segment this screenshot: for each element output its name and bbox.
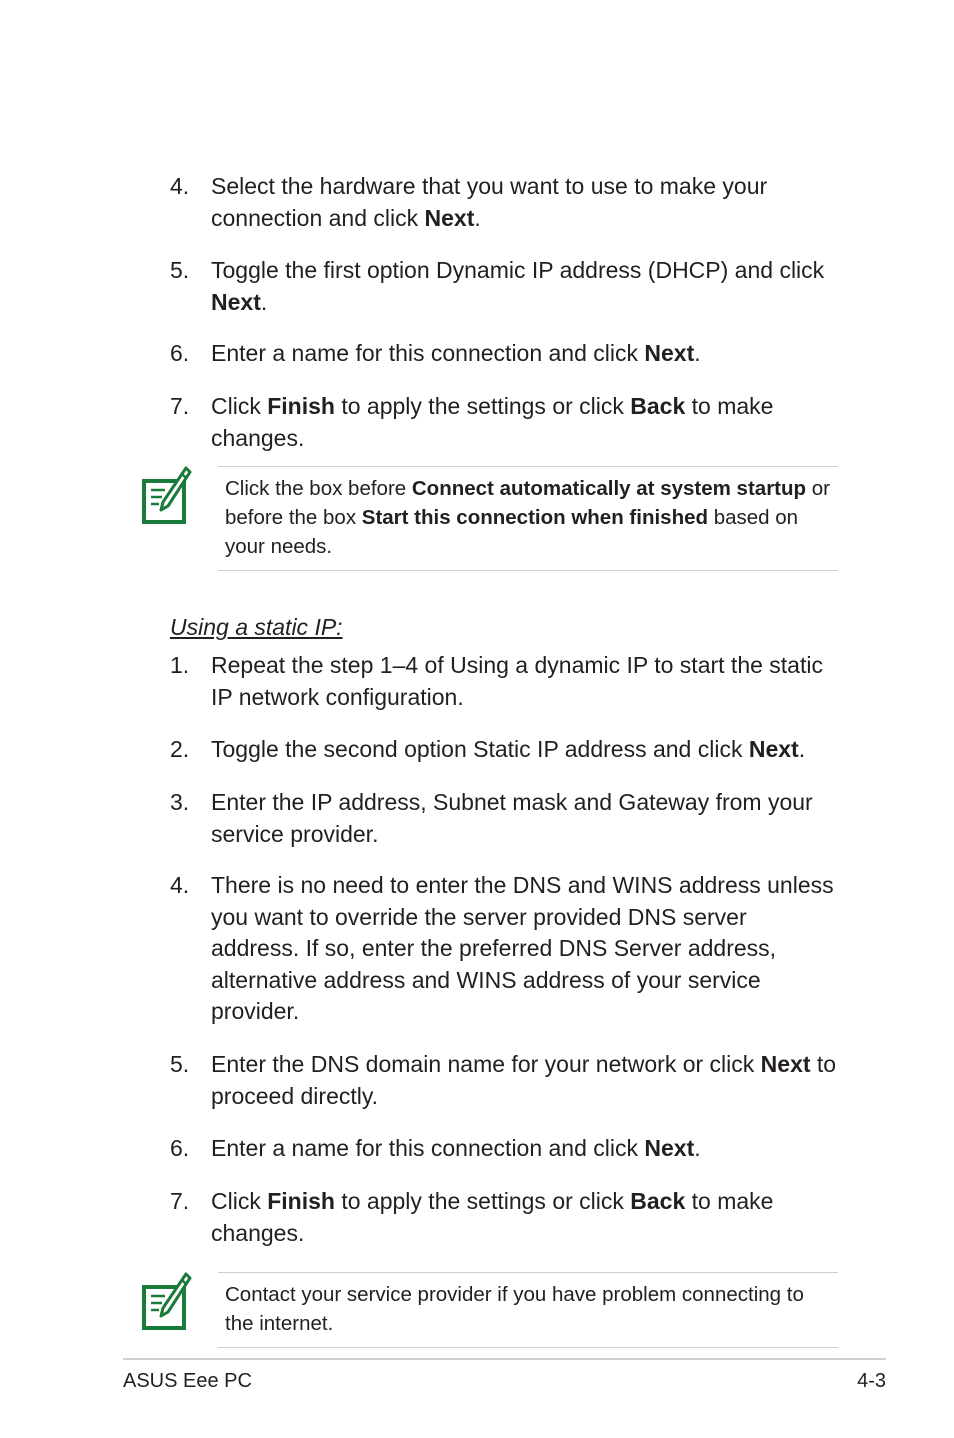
note-pencil-icon xyxy=(140,466,192,526)
step-static-6 xyxy=(170,1133,840,1165)
step-static-3 xyxy=(170,787,840,850)
step-text: Click Finish to apply the settings or click Back to make changes. xyxy=(211,1188,774,1246)
step-text: Click Finish to apply the settings or click Back to make changes. xyxy=(211,393,774,451)
step-number: 4. xyxy=(170,872,190,898)
step-static-1 xyxy=(170,650,840,713)
step-dynamic-7 xyxy=(170,391,840,454)
step-number: 6. xyxy=(170,340,190,366)
step-number: 2. xyxy=(170,736,190,762)
step-number: 7. xyxy=(170,393,190,419)
step-static-7 xyxy=(170,1186,840,1249)
step-number: 1. xyxy=(170,652,190,678)
note-content xyxy=(218,1272,838,1348)
note-pencil-icon xyxy=(140,1272,192,1332)
step-text: Enter the DNS domain name for your network or click Next to proceed directly. xyxy=(211,1051,837,1109)
step-number: 7. xyxy=(170,1188,190,1214)
step-number: 5. xyxy=(170,1051,190,1077)
note-text: Click the box before Connect automatically at system startup or before the box Start this connection when finished based on your needs. xyxy=(225,477,830,558)
step-text: Select the hardware that you want to use to make your connection and click Next. xyxy=(211,173,768,231)
step-text: Enter a name for this connection and click Next. xyxy=(211,1135,701,1161)
step-number: 5. xyxy=(170,257,190,283)
step-number: 3. xyxy=(170,789,190,815)
step-static-5 xyxy=(170,1049,840,1112)
step-text: Enter the IP address, Subnet mask and Gateway from your service provider. xyxy=(211,789,813,847)
footer-product-name: ASUS Eee PC xyxy=(123,1370,252,1392)
step-number: 4. xyxy=(170,173,190,199)
step-text: There is no need to enter the DNS and WINS address unless you want to override the server provided DNS server address. If so, enter the preferred DNS Server address, alternative address and WINS address of your service provider. xyxy=(211,872,834,1024)
step-static-2 xyxy=(170,734,840,766)
section-heading-static-ip: Using a static IP: xyxy=(170,614,343,640)
step-text: Enter a name for this connection and click Next. xyxy=(211,340,701,366)
note-text: Contact your service provider if you have problem connecting to the internet. xyxy=(225,1283,804,1335)
page-number: 4-3 xyxy=(857,1370,886,1392)
step-static-4 xyxy=(170,870,840,1028)
step-dynamic-5 xyxy=(170,255,840,318)
footer-divider xyxy=(123,1358,886,1360)
step-text: Repeat the step 1–4 of Using a dynamic IP to start the static IP network configuration. xyxy=(211,652,823,710)
step-dynamic-4 xyxy=(170,171,840,234)
step-text: Toggle the first option Dynamic IP address (DHCP) and click Next. xyxy=(211,257,825,315)
step-text: Toggle the second option Static IP address and click Next. xyxy=(211,736,806,762)
step-dynamic-6 xyxy=(170,338,840,370)
note-content xyxy=(218,466,838,571)
step-number: 6. xyxy=(170,1135,190,1161)
